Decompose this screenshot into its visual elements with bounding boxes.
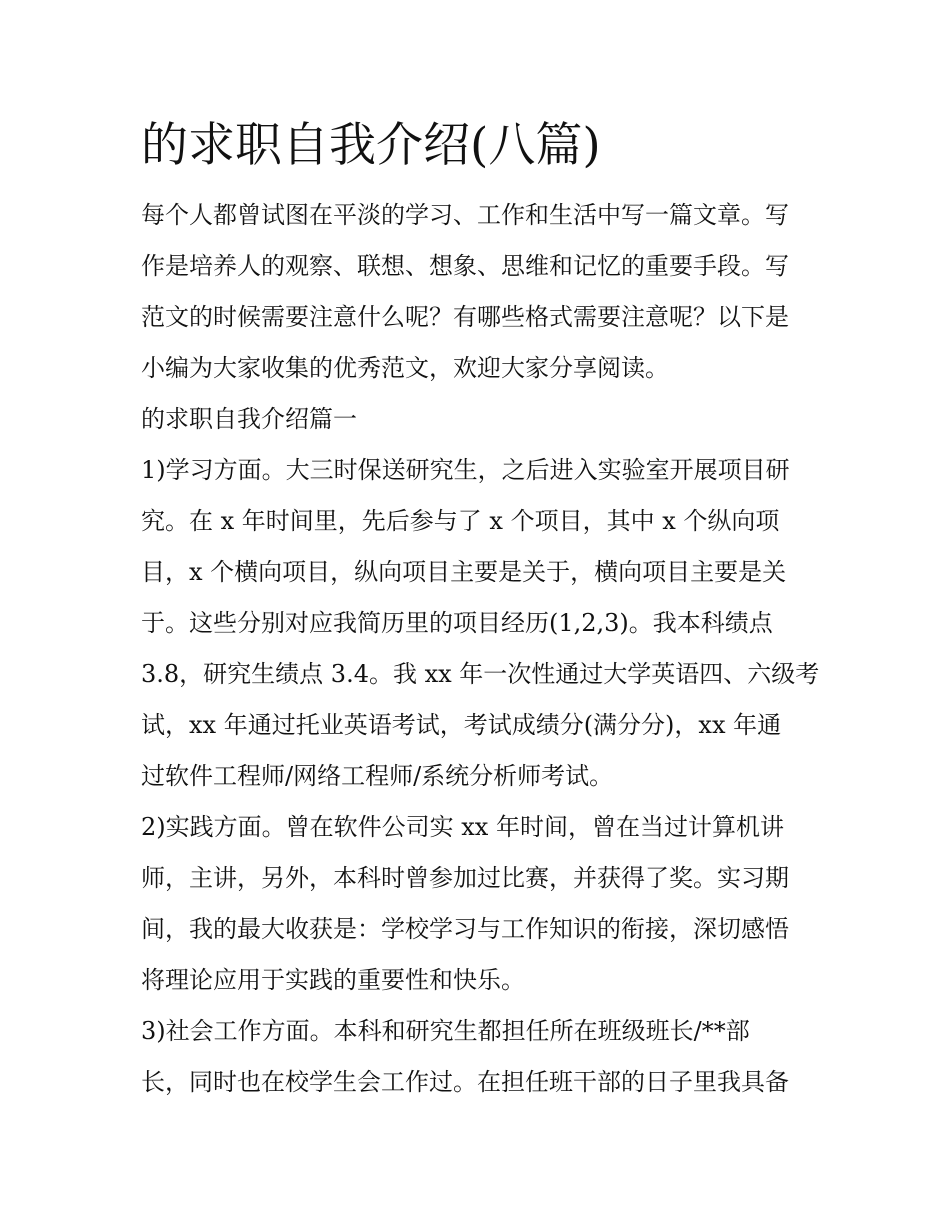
body-line: 作是培养人的观察、联想、想象、思维和记忆的重要手段。写 [141,252,789,280]
body-line: 过软件工程师/网络工程师/系统分析师考试。 [141,762,614,790]
body-line: 师，主讲，另外，本科时曾参加过比赛，并获得了奖。实习期 [141,864,789,892]
body-line: 3)社会工作方面。本科和研究生都担任所在班级班长/**部 [141,1017,750,1045]
body-line: 1)学习方面。大三时保送研究生，之后进入实验室开展项目研 [141,456,790,484]
body-line: 将理论应用于实践的重要性和快乐。 [141,966,525,994]
body-line: 范文的时候需要注意什么呢？有哪些格式需要注意呢？以下是 [141,303,789,331]
body-line: 究。在 x 年时间里，先后参与了 x 个项目，其中 x 个纵向项 [141,507,780,535]
document-title: 的求职自我介绍(八篇) [141,118,601,173]
body-line: 每个人都曾试图在平淡的学习、工作和生活中写一篇文章。写 [141,201,789,229]
body-line: 2)实践方面。曾在软件公司实 xx 年时间，曾在当过计算机讲 [141,813,784,841]
document-page [141,110,821,1108]
body-line: 3.8，研究生绩点 3.4。我 xx 年一次性通过大学英语四、六级考 [141,660,820,688]
body-line: 长，同时也在校学生会工作过。在担任班干部的日子里我具备 [141,1068,789,1096]
section-heading: 的求职自我介绍篇一 [141,405,357,433]
document-body [141,190,821,1108]
body-line: 于。这些分别对应我简历里的项目经历(1,2,3)。我本科绩点 [141,609,773,637]
body-line: 小编为大家收集的优秀范文，欢迎大家分享阅读。 [141,354,669,382]
body-line: 间，我的最大收获是：学校学习与工作知识的衔接，深切感悟 [141,915,789,943]
body-line: 试，xx 年通过托业英语考试，考试成绩分(满分分)，xx 年通 [141,711,782,739]
body-line: 目，x 个横向项目，纵向项目主要是关于，横向项目主要是关 [141,558,787,586]
